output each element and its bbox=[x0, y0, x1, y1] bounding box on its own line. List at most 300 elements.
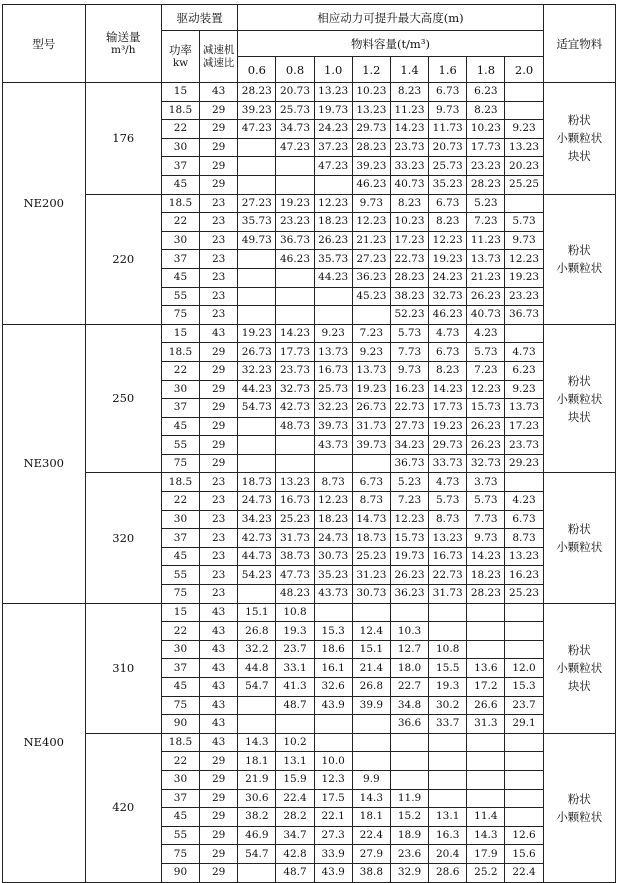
header-capacity bbox=[85, 5, 161, 83]
height-cell: 43.9 bbox=[314, 696, 352, 715]
height-cell: 7.73 bbox=[390, 343, 428, 362]
materials-line: 小颗粒状 bbox=[556, 261, 603, 276]
height-cell: 18.23 bbox=[314, 510, 352, 529]
height-cell: 26.6 bbox=[467, 696, 505, 715]
height-cell bbox=[238, 157, 276, 176]
height-cell: 10.8 bbox=[429, 640, 467, 659]
height-cell: 10.8 bbox=[276, 603, 314, 622]
power-cell: 37 bbox=[161, 157, 199, 176]
height-cell: 27.73 bbox=[390, 417, 428, 436]
height-cell: 35.73 bbox=[314, 250, 352, 269]
height-cell: 24.23 bbox=[314, 120, 352, 139]
height-cell bbox=[429, 622, 467, 641]
height-cell: 27.23 bbox=[238, 194, 276, 213]
materials-cell bbox=[543, 733, 615, 882]
height-cell bbox=[352, 733, 390, 752]
height-cell: 38.73 bbox=[276, 547, 314, 566]
height-cell bbox=[276, 287, 314, 306]
height-cell: 5.73 bbox=[390, 324, 428, 343]
height-cell: 46.9 bbox=[238, 826, 276, 845]
height-cell: 9.23 bbox=[352, 343, 390, 362]
height-cell: 31.73 bbox=[276, 529, 314, 548]
ratio-cell: 29 bbox=[200, 826, 238, 845]
height-cell: 17.73 bbox=[467, 138, 505, 157]
height-cell: 18.9 bbox=[390, 826, 428, 845]
ratio-cell: 43 bbox=[200, 83, 238, 102]
height-cell: 52.23 bbox=[390, 306, 428, 325]
height-cell: 8.23 bbox=[429, 213, 467, 232]
ratio-cell: 29 bbox=[200, 343, 238, 362]
height-cell: 5.23 bbox=[467, 194, 505, 213]
power-cell: 45 bbox=[161, 808, 199, 827]
height-cell: 14.73 bbox=[352, 510, 390, 529]
height-cell: 6.23 bbox=[467, 83, 505, 102]
height-cell: 9.23 bbox=[314, 324, 352, 343]
height-cell: 12.23 bbox=[390, 510, 428, 529]
height-cell: 6.23 bbox=[505, 361, 543, 380]
height-cell: 28.6 bbox=[429, 863, 467, 882]
height-cell: 25.73 bbox=[429, 157, 467, 176]
height-cell bbox=[238, 175, 276, 194]
height-cell bbox=[276, 268, 314, 287]
height-cell: 32.23 bbox=[238, 361, 276, 380]
height-cell bbox=[505, 770, 543, 789]
height-cell: 25.23 bbox=[276, 510, 314, 529]
table-row bbox=[3, 83, 616, 102]
height-cell: 3.73 bbox=[467, 473, 505, 492]
height-cell: 32.9 bbox=[390, 863, 428, 882]
height-cell: 19.73 bbox=[390, 547, 428, 566]
height-cell bbox=[314, 175, 352, 194]
ratio-cell: 23 bbox=[200, 194, 238, 213]
power-cell: 18.5 bbox=[161, 473, 199, 492]
power-cell: 75 bbox=[161, 696, 199, 715]
height-cell: 4.23 bbox=[505, 492, 543, 511]
height-cell: 22.4 bbox=[352, 826, 390, 845]
ratio-cell: 23 bbox=[200, 585, 238, 604]
height-cell: 11.23 bbox=[390, 101, 428, 120]
power-cell: 55 bbox=[161, 287, 199, 306]
height-cell: 22.4 bbox=[505, 863, 543, 882]
height-cell bbox=[238, 250, 276, 269]
ratio-cell: 29 bbox=[200, 417, 238, 436]
height-cell: 28.23 bbox=[390, 268, 428, 287]
height-cell: 13.1 bbox=[276, 752, 314, 771]
height-cell: 42.8 bbox=[276, 845, 314, 864]
height-cell: 13.23 bbox=[314, 83, 352, 102]
ratio-cell: 29 bbox=[200, 454, 238, 473]
height-cell: 39.73 bbox=[352, 436, 390, 455]
table-body bbox=[3, 83, 616, 883]
height-cell: 26.23 bbox=[467, 417, 505, 436]
materials-cell bbox=[543, 194, 615, 324]
height-cell: 44.23 bbox=[314, 268, 352, 287]
height-cell: 14.3 bbox=[467, 826, 505, 845]
height-cell: 40.73 bbox=[390, 175, 428, 194]
height-cell: 13.6 bbox=[467, 659, 505, 678]
height-cell: 54.7 bbox=[238, 845, 276, 864]
height-cell bbox=[390, 603, 428, 622]
power-cell: 22 bbox=[161, 622, 199, 641]
height-cell bbox=[429, 733, 467, 752]
height-cell bbox=[429, 770, 467, 789]
height-cell: 24.73 bbox=[238, 492, 276, 511]
power-cell: 45 bbox=[161, 175, 199, 194]
power-cell: 30 bbox=[161, 640, 199, 659]
height-cell: 31.23 bbox=[352, 566, 390, 585]
header-power bbox=[161, 31, 199, 83]
height-cell bbox=[238, 696, 276, 715]
height-cell bbox=[505, 808, 543, 827]
height-cell: 26.23 bbox=[467, 436, 505, 455]
height-cell: 48.7 bbox=[276, 696, 314, 715]
data-table-wrapper bbox=[2, 4, 616, 883]
height-cell: 16.3 bbox=[429, 826, 467, 845]
height-cell: 54.7 bbox=[238, 678, 276, 697]
height-cell: 13.23 bbox=[276, 473, 314, 492]
height-cell: 17.73 bbox=[429, 399, 467, 418]
ratio-cell: 43 bbox=[200, 324, 238, 343]
power-cell: 30 bbox=[161, 380, 199, 399]
height-cell bbox=[505, 101, 543, 120]
height-cell: 24.23 bbox=[429, 268, 467, 287]
height-cell: 31.73 bbox=[352, 417, 390, 436]
height-cell: 14.3 bbox=[238, 733, 276, 752]
height-cell: 8.73 bbox=[429, 510, 467, 529]
height-cell: 42.73 bbox=[276, 399, 314, 418]
height-cell: 4.73 bbox=[429, 324, 467, 343]
height-cell: 17.73 bbox=[276, 343, 314, 362]
height-cell: 16.23 bbox=[390, 380, 428, 399]
height-cell: 10.3 bbox=[390, 622, 428, 641]
density-header-0: 0.6 bbox=[238, 57, 276, 83]
height-cell: 36.73 bbox=[505, 306, 543, 325]
height-cell: 34.7 bbox=[276, 826, 314, 845]
height-cell: 21.4 bbox=[352, 659, 390, 678]
height-cell: 22.7 bbox=[390, 678, 428, 697]
height-cell: 23.73 bbox=[390, 138, 428, 157]
height-cell: 28.23 bbox=[352, 138, 390, 157]
table-header bbox=[3, 5, 616, 83]
height-cell bbox=[505, 640, 543, 659]
height-cell bbox=[238, 306, 276, 325]
height-cell bbox=[390, 752, 428, 771]
materials-line: 块状 bbox=[567, 679, 591, 694]
height-cell bbox=[505, 733, 543, 752]
height-cell: 32.23 bbox=[314, 399, 352, 418]
height-cell: 28.23 bbox=[467, 175, 505, 194]
power-cell: 75 bbox=[161, 454, 199, 473]
height-cell: 7.23 bbox=[467, 361, 505, 380]
height-cell: 8.23 bbox=[467, 101, 505, 120]
height-cell: 26.8 bbox=[352, 678, 390, 697]
height-cell: 26.23 bbox=[314, 231, 352, 250]
height-cell: 23.23 bbox=[505, 287, 543, 306]
height-cell: 48.7 bbox=[276, 863, 314, 882]
height-cell: 15.5 bbox=[429, 659, 467, 678]
height-cell: 33.1 bbox=[276, 659, 314, 678]
height-cell: 16.73 bbox=[314, 361, 352, 380]
height-cell: 34.23 bbox=[238, 510, 276, 529]
height-cell: 10.2 bbox=[276, 733, 314, 752]
power-cell: 15 bbox=[161, 324, 199, 343]
height-cell: 15.2 bbox=[390, 808, 428, 827]
materials-line: 块状 bbox=[567, 149, 591, 164]
height-cell bbox=[314, 306, 352, 325]
height-cell: 13.23 bbox=[429, 529, 467, 548]
height-cell bbox=[467, 752, 505, 771]
power-cell: 18.5 bbox=[161, 733, 199, 752]
height-cell: 39.23 bbox=[238, 101, 276, 120]
height-cell: 10.23 bbox=[467, 120, 505, 139]
height-cell: 14.23 bbox=[429, 380, 467, 399]
height-cell: 13.73 bbox=[314, 343, 352, 362]
height-cell: 19.23 bbox=[276, 194, 314, 213]
height-cell: 6.73 bbox=[429, 343, 467, 362]
height-cell: 13.23 bbox=[352, 101, 390, 120]
height-cell: 35.73 bbox=[238, 213, 276, 232]
capacity-cell: 310 bbox=[85, 603, 161, 733]
height-cell bbox=[352, 752, 390, 771]
height-cell: 24.73 bbox=[314, 529, 352, 548]
height-cell: 31.3 bbox=[467, 715, 505, 734]
height-cell: 26.73 bbox=[352, 399, 390, 418]
height-cell bbox=[352, 306, 390, 325]
ratio-cell: 43 bbox=[200, 715, 238, 734]
height-cell: 30.73 bbox=[314, 547, 352, 566]
height-cell: 22.4 bbox=[276, 789, 314, 808]
materials-line: 小颗粒状 bbox=[556, 391, 603, 406]
height-cell: 16.73 bbox=[429, 547, 467, 566]
power-cell: 22 bbox=[161, 120, 199, 139]
height-cell: 15.1 bbox=[238, 603, 276, 622]
table-row bbox=[3, 733, 616, 752]
height-cell: 8.73 bbox=[352, 492, 390, 511]
height-cell: 16.23 bbox=[505, 566, 543, 585]
height-cell: 38.2 bbox=[238, 808, 276, 827]
ratio-cell: 23 bbox=[200, 231, 238, 250]
power-cell: 75 bbox=[161, 845, 199, 864]
ratio-cell: 23 bbox=[200, 492, 238, 511]
height-cell bbox=[390, 770, 428, 789]
ratio-cell: 29 bbox=[200, 120, 238, 139]
height-cell bbox=[238, 436, 276, 455]
height-cell: 18.1 bbox=[352, 808, 390, 827]
height-cell: 27.9 bbox=[352, 845, 390, 864]
table-row bbox=[3, 603, 616, 622]
density-header-7: 2.0 bbox=[505, 57, 543, 83]
height-cell: 7.73 bbox=[467, 510, 505, 529]
height-cell: 38.8 bbox=[352, 863, 390, 882]
materials-cell bbox=[543, 603, 615, 733]
power-cell: 15 bbox=[161, 603, 199, 622]
height-cell: 40.73 bbox=[467, 306, 505, 325]
power-cell: 90 bbox=[161, 863, 199, 882]
height-cell: 27.23 bbox=[352, 250, 390, 269]
height-cell: 22.73 bbox=[390, 250, 428, 269]
power-cell: 18.5 bbox=[161, 101, 199, 120]
height-cell: 29.23 bbox=[505, 454, 543, 473]
height-cell: 11.9 bbox=[390, 789, 428, 808]
power-cell: 30 bbox=[161, 138, 199, 157]
height-cell: 8.23 bbox=[390, 83, 428, 102]
ratio-cell: 23 bbox=[200, 306, 238, 325]
height-cell: 12.23 bbox=[505, 250, 543, 269]
height-cell: 17.2 bbox=[467, 678, 505, 697]
height-cell: 43.73 bbox=[314, 436, 352, 455]
height-cell: 34.23 bbox=[390, 436, 428, 455]
capacity-cell: 420 bbox=[85, 733, 161, 882]
height-cell: 9.23 bbox=[505, 380, 543, 399]
height-cell: 39.9 bbox=[352, 696, 390, 715]
height-cell: 41.3 bbox=[276, 678, 314, 697]
height-cell: 20.73 bbox=[276, 83, 314, 102]
power-cell: 30 bbox=[161, 510, 199, 529]
power-cell: 30 bbox=[161, 231, 199, 250]
ratio-cell: 29 bbox=[200, 175, 238, 194]
height-cell: 28.23 bbox=[467, 585, 505, 604]
height-cell: 25.2 bbox=[467, 863, 505, 882]
height-cell: 9.73 bbox=[352, 194, 390, 213]
table-row bbox=[3, 473, 616, 492]
height-cell bbox=[352, 715, 390, 734]
model-cell: NE300 bbox=[3, 324, 86, 603]
height-cell: 18.0 bbox=[390, 659, 428, 678]
height-cell bbox=[238, 585, 276, 604]
height-cell: 12.23 bbox=[314, 492, 352, 511]
height-cell: 23.7 bbox=[505, 696, 543, 715]
materials-line: 粉状 bbox=[567, 243, 591, 258]
power-cell: 55 bbox=[161, 436, 199, 455]
height-cell: 12.4 bbox=[352, 622, 390, 641]
height-cell: 13.73 bbox=[352, 361, 390, 380]
height-cell: 23.6 bbox=[390, 845, 428, 864]
model-cell: NE400 bbox=[3, 603, 86, 882]
capacity-cell: 320 bbox=[85, 473, 161, 603]
height-cell: 12.0 bbox=[505, 659, 543, 678]
height-cell bbox=[429, 603, 467, 622]
height-cell: 34.73 bbox=[276, 120, 314, 139]
height-cell: 18.23 bbox=[314, 213, 352, 232]
elevator-capacity-table bbox=[2, 4, 616, 883]
height-cell: 25.23 bbox=[505, 585, 543, 604]
materials-line: 小颗粒状 bbox=[556, 131, 603, 146]
ratio-cell: 43 bbox=[200, 678, 238, 697]
height-cell: 15.3 bbox=[505, 678, 543, 697]
ratio-cell: 29 bbox=[200, 361, 238, 380]
height-cell: 17.9 bbox=[467, 845, 505, 864]
height-cell bbox=[467, 770, 505, 789]
height-cell: 21.23 bbox=[467, 268, 505, 287]
height-cell: 6.73 bbox=[429, 83, 467, 102]
height-cell: 23.73 bbox=[505, 436, 543, 455]
height-cell bbox=[467, 733, 505, 752]
height-cell: 10.23 bbox=[390, 213, 428, 232]
height-cell: 39.73 bbox=[314, 417, 352, 436]
ratio-cell: 29 bbox=[200, 770, 238, 789]
power-cell: 18.5 bbox=[161, 343, 199, 362]
ratio-cell: 43 bbox=[200, 659, 238, 678]
height-cell: 17.23 bbox=[390, 231, 428, 250]
header-power-line1: 功率 bbox=[168, 43, 192, 57]
height-cell: 54.23 bbox=[238, 566, 276, 585]
height-cell bbox=[429, 752, 467, 771]
height-cell: 26.73 bbox=[238, 343, 276, 362]
ratio-cell: 43 bbox=[200, 603, 238, 622]
header-drive: 驱动装置 bbox=[161, 5, 237, 31]
height-cell: 30.6 bbox=[238, 789, 276, 808]
height-cell: 44.73 bbox=[238, 547, 276, 566]
height-cell: 25.73 bbox=[314, 380, 352, 399]
power-cell: 22 bbox=[161, 752, 199, 771]
height-cell bbox=[467, 622, 505, 641]
height-cell: 37.23 bbox=[314, 138, 352, 157]
height-cell: 6.73 bbox=[429, 194, 467, 213]
height-cell: 43.9 bbox=[314, 863, 352, 882]
height-cell: 28.23 bbox=[238, 83, 276, 102]
height-cell bbox=[467, 789, 505, 808]
height-cell: 22.1 bbox=[314, 808, 352, 827]
height-cell: 47.23 bbox=[314, 157, 352, 176]
height-cell bbox=[505, 194, 543, 213]
height-cell: 5.73 bbox=[505, 213, 543, 232]
power-cell: 37 bbox=[161, 659, 199, 678]
height-cell: 30.2 bbox=[429, 696, 467, 715]
height-cell: 23.23 bbox=[276, 213, 314, 232]
height-cell: 11.4 bbox=[467, 808, 505, 827]
materials-line: 小颗粒状 bbox=[556, 540, 603, 555]
height-cell: 15.3 bbox=[314, 622, 352, 641]
height-cell: 21.23 bbox=[352, 231, 390, 250]
ratio-cell: 23 bbox=[200, 473, 238, 492]
height-cell: 8.23 bbox=[429, 361, 467, 380]
height-cell: 9.73 bbox=[390, 361, 428, 380]
power-cell: 45 bbox=[161, 268, 199, 287]
power-cell: 90 bbox=[161, 715, 199, 734]
height-cell: 36.6 bbox=[390, 715, 428, 734]
height-cell: 18.6 bbox=[314, 640, 352, 659]
height-cell: 13.23 bbox=[505, 547, 543, 566]
height-cell: 25.23 bbox=[352, 547, 390, 566]
height-cell: 47.23 bbox=[276, 138, 314, 157]
ratio-cell: 29 bbox=[200, 752, 238, 771]
height-cell: 19.73 bbox=[314, 101, 352, 120]
height-cell: 9.73 bbox=[505, 231, 543, 250]
height-cell: 29.1 bbox=[505, 715, 543, 734]
height-cell: 13.1 bbox=[429, 808, 467, 827]
height-cell: 47.73 bbox=[276, 566, 314, 585]
height-cell bbox=[467, 640, 505, 659]
height-cell: 33.23 bbox=[390, 157, 428, 176]
height-cell: 5.73 bbox=[429, 492, 467, 511]
height-cell bbox=[505, 622, 543, 641]
header-reducer bbox=[200, 31, 238, 83]
height-cell: 46.23 bbox=[429, 306, 467, 325]
height-cell: 13.73 bbox=[505, 399, 543, 418]
height-cell: 34.8 bbox=[390, 696, 428, 715]
density-header-3: 1.2 bbox=[352, 57, 390, 83]
ratio-cell: 23 bbox=[200, 529, 238, 548]
height-cell: 33.9 bbox=[314, 845, 352, 864]
ratio-cell: 29 bbox=[200, 808, 238, 827]
height-cell: 4.73 bbox=[505, 343, 543, 362]
power-cell: 75 bbox=[161, 585, 199, 604]
height-cell: 12.3 bbox=[314, 770, 352, 789]
height-cell bbox=[276, 157, 314, 176]
height-cell: 27.3 bbox=[314, 826, 352, 845]
height-cell: 46.23 bbox=[352, 175, 390, 194]
ratio-cell: 29 bbox=[200, 845, 238, 864]
